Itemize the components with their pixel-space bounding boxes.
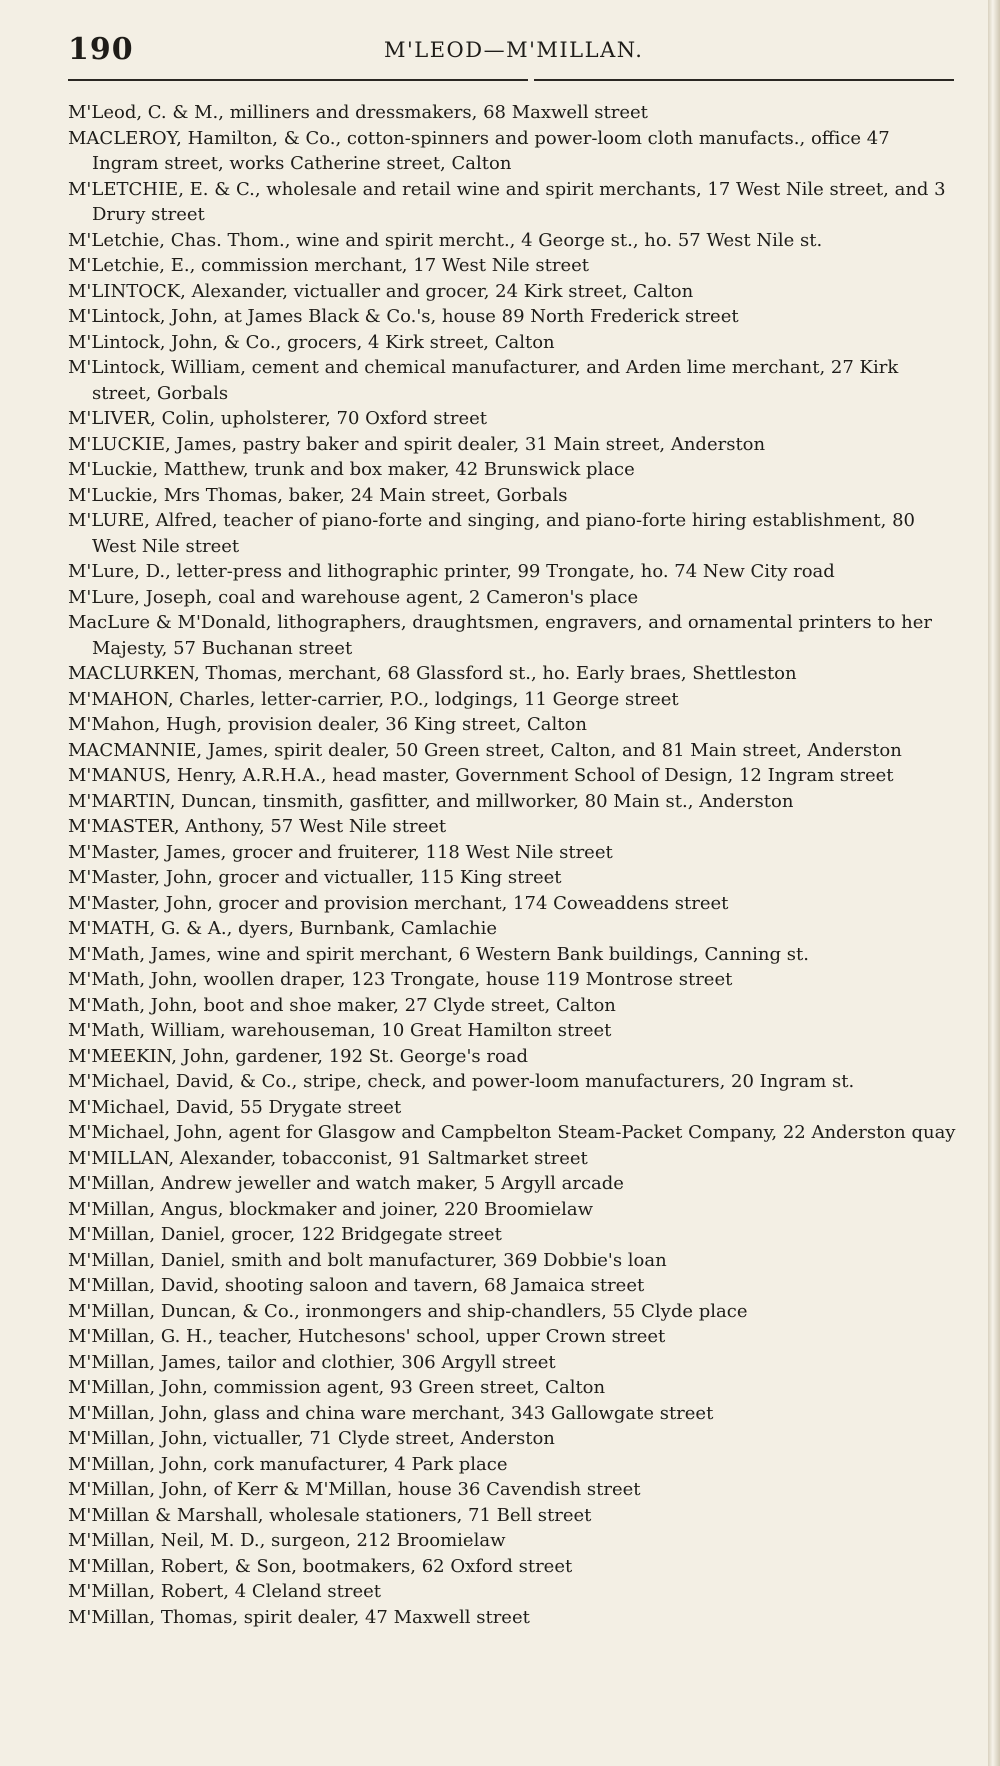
directory-entry: M'LUCKIE, James, pastry baker and spirit dealer, 31 Main street, Anderston <box>68 433 766 455</box>
directory-entry: MACLEROY, Hamilton, & Co., cotton-spinners and power-loom cloth manufacts., office 47 Ingram street, works Catherine street, Calton <box>68 127 890 174</box>
directory-entry: M'Millan, Neil, M. D., surgeon, 212 Broomielaw <box>68 1530 506 1551</box>
directory-entry: M'Master, John, grocer and victualler, 115 King street <box>68 867 562 888</box>
directory-entry: M'Millan, John, commission agent, 93 Green street, Calton <box>68 1377 606 1398</box>
directory-entry: M'Michael, John, agent for Glasgow and Campbelton Steam-Packet Company, 22 Anderston quay <box>68 1122 956 1143</box>
directory-entry: M'Lure, Joseph, coal and warehouse agent, 2 Cameron's place <box>68 586 639 608</box>
directory-entry: M'Millan, John, of Kerr & M'Millan, house 36 Cavendish street <box>68 1479 641 1500</box>
page-edge <box>988 0 1000 1766</box>
directory-entry: M'Millan, Robert, & Son, bootmakers, 62 Oxford street <box>68 1555 573 1577</box>
directory-entry: M'MILLAN, Alexander, tobacconist, 91 Saltmarket street <box>68 1147 588 1169</box>
directory-entry: M'Luckie, Mrs Thomas, baker, 24 Main street, Gorbals <box>68 484 568 506</box>
directory-entry: M'Millan, Angus, blockmaker and joiner, 220 Broomielaw <box>68 1198 594 1220</box>
directory-entry: M'Millan, John, victualler, 71 Clyde street, Anderston <box>68 1428 555 1449</box>
directory-entry: M'MATH, G. & A., dyers, Burnbank, Camlachie <box>68 918 498 939</box>
directory-entry: M'Luckie, Matthew, trunk and box maker, 42 Brunswick place <box>68 459 635 480</box>
directory-entry: M'Lure, D., letter-press and lithographic printer, 99 Trongate, ho. 74 New City road <box>68 561 835 582</box>
directory-entries <box>68 100 962 1630</box>
directory-entry: M'Math, James, wine and spirit merchant, 6 Western Bank buildings, Canning st. <box>68 943 809 965</box>
directory-entry: M'MEEKIN, John, gardener, 192 St. George's road <box>68 1045 529 1067</box>
directory-entry: M'Michael, David, 55 Drygate street <box>68 1096 402 1118</box>
directory-entry: M'Math, John, woollen draper, 123 Trongate, house 119 Montrose street <box>68 969 733 990</box>
directory-entry: M'Millan, James, tailor and clothier, 306 Argyll street <box>68 1351 556 1373</box>
header-rule-left <box>68 79 528 81</box>
directory-entry: M'Millan, Andrew jeweller and watch maker, 5 Argyll arcade <box>68 1173 624 1194</box>
directory-entry: M'Math, William, warehouseman, 10 Great Hamilton street <box>68 1020 612 1041</box>
directory-entry: M'Millan, John, cork manufacturer, 4 Park place <box>68 1453 508 1475</box>
directory-entry: M'LIVER, Colin, upholsterer, 70 Oxford street <box>68 408 487 429</box>
directory-entry: M'Millan, Thomas, spirit dealer, 47 Maxwell street <box>68 1606 530 1628</box>
directory-entry: M'LINTOCK, Alexander, victualler and grocer, 24 Kirk street, Calton <box>68 280 694 302</box>
directory-entry: M'Millan, G. H., teacher, Hutchesons' school, upper Crown street <box>68 1326 666 1347</box>
directory-entry: M'Mahon, Hugh, provision dealer, 36 King street, Calton <box>68 714 587 735</box>
directory-entry: MACLURKEN, Thomas, merchant, 68 Glassford st., ho. Early braes, Shettleston <box>68 663 797 684</box>
directory-entry: M'Math, John, boot and shoe maker, 27 Clyde street, Calton <box>68 994 616 1016</box>
directory-entry: M'Millan, Robert, 4 Cleland street <box>68 1581 381 1602</box>
directory-entry: M'Michael, David, & Co., stripe, check, and power-loom manufacturers, 20 Ingram st. <box>68 1071 855 1092</box>
directory-entry: M'MANUS, Henry, A.R.H.A., head master, Government School of Design, 12 Ingram street <box>68 765 894 786</box>
directory-entry: M'MARTIN, Duncan, tinsmith, gasfitter, and millworker, 80 Main st., Anderston <box>68 790 794 812</box>
directory-entry: MacLure & M'Donald, lithographers, draughtsmen, engravers, and ornamental printers to her Majesty, 57 Buchanan street <box>68 612 932 659</box>
directory-entry: M'Letchie, E., commission merchant, 17 West Nile street <box>68 255 589 276</box>
directory-entry: M'Lintock, John, at James Black & Co.'s, house 89 North Frederick street <box>68 306 739 327</box>
directory-entry: M'Letchie, Chas. Thom., wine and spirit mercht., 4 George st., ho. 57 West Nile st. <box>68 229 823 251</box>
directory-entry: M'Millan & Marshall, wholesale stationers, 71 Bell street <box>68 1504 592 1526</box>
page-number: 190 <box>68 32 134 67</box>
directory-entry: M'MASTER, Anthony, 57 West Nile street <box>68 816 447 837</box>
directory-entry: M'MAHON, Charles, letter-carrier, P.O., lodgings, 11 George street <box>68 688 679 710</box>
directory-entry: M'Leod, C. & M., milliners and dressmakers, 68 Maxwell street <box>68 102 648 123</box>
directory-entry: M'Millan, Daniel, grocer, 122 Bridgegate street <box>68 1224 502 1245</box>
directory-entry: M'LETCHIE, E. & C., wholesale and retail wine and spirit merchants, 17 West Nile street, and 3 Drury street <box>68 178 946 225</box>
header-rule-right <box>534 79 954 81</box>
page-header <box>0 30 990 70</box>
directory-entry: M'Master, James, grocer and fruiterer, 118 West Nile street <box>68 841 613 863</box>
directory-entry: M'Millan, Duncan, & Co., ironmongers and ship-chandlers, 55 Clyde place <box>68 1300 748 1322</box>
directory-entry: M'Millan, John, glass and china ware merchant, 343 Gallowgate street <box>68 1402 714 1424</box>
directory-entry: M'Millan, David, shooting saloon and tavern, 68 Jamaica street <box>68 1275 645 1296</box>
directory-entry: M'Master, John, grocer and provision merchant, 174 Coweaddens street <box>68 892 729 914</box>
directory-entry: MACMANNIE, James, spirit dealer, 50 Green street, Calton, and 81 Main street, Anderston <box>68 739 902 761</box>
directory-entry: M'Lintock, John, & Co., grocers, 4 Kirk street, Calton <box>68 331 555 353</box>
directory-entry: M'Lintock, William, cement and chemical manufacturer, and Arden lime merchant, 27 Kirk street, Gorbals <box>68 357 899 404</box>
directory-entry: M'Millan, Daniel, smith and bolt manufacturer, 369 Dobbie's loan <box>68 1249 667 1271</box>
running-title: M'LEOD—M'MILLAN. <box>384 38 644 62</box>
directory-entry: M'LURE, Alfred, teacher of piano-forte and singing, and piano-forte hiring establishment, 80 West Nile street <box>68 510 915 557</box>
